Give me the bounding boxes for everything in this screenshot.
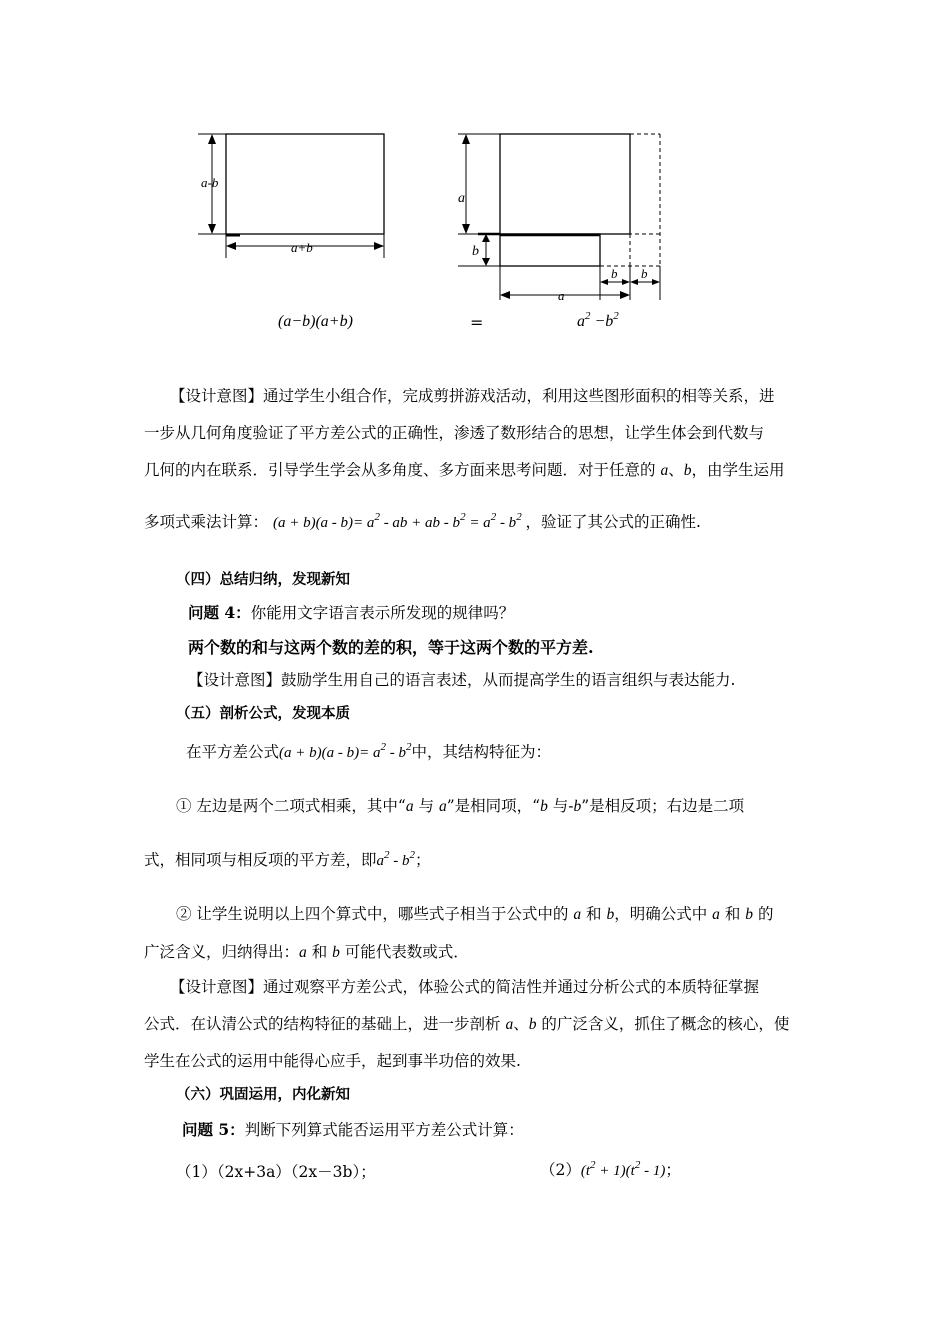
point1-line1: ① 左边是两个二项式相乘，其中“a 与 a”是相同项，“b 与-b”是相反项；右边是二项 (176, 797, 745, 815)
bottom-b2-label: b (641, 266, 648, 281)
bottom-b1-arrow-l (600, 279, 608, 285)
arrow-right-head (374, 242, 384, 250)
para1-line4: 多项式乘法计算： $(a + b)(a - b)= a^2$ - ab + ab - $b^2 = a^2 - b^2$ ，验证了其公式的正确性. (144, 511, 701, 531)
figure-caption-equals: = (470, 313, 484, 332)
section5-intent-line3: 学生在公式的运用中能得心应手，起到事半功倍的效果. (144, 1052, 521, 1070)
left-width-label: a+b (291, 240, 313, 255)
section6-heading: （六）巩固运用，内化新知 (176, 1086, 350, 1103)
section4-heading: （四）总结归纳，发现新知 (176, 571, 350, 588)
section5-intent-line2: 公式．在认清公式的结构特征的基础上，进一步剖析 a、b 的广泛含义，抓住了概念的核心，使 (144, 1015, 790, 1033)
right-a-arrow-down (462, 224, 470, 234)
point2-line1: ② 让学生说明以上四个算式中，哪些式子相当于公式中的 a 和 b，明确公式中 a 和 b 的 (176, 905, 774, 923)
right-a-arrow-up (462, 134, 470, 144)
rule-statement: 两个数的和与这两个数的差的积，等于这两个数的平方差. (188, 638, 594, 657)
figure-caption-left: (a−b)(a+b) (278, 313, 353, 330)
right-b-label: b (472, 244, 479, 259)
right-bottom-strip (500, 234, 600, 266)
bottom-a-label: a (558, 288, 565, 303)
para1-line2: 一步从几何角度验证了平方差公式的正确性，渗透了数形结合的思想，让学生体会到代数与 (144, 424, 765, 442)
left-height-label: a-b (201, 175, 219, 190)
left-rectangle (226, 134, 384, 234)
bottom-a-arrow-l (500, 291, 510, 299)
bottom-b1-label: b (611, 266, 618, 281)
para1-line1: 【设计意图】通过学生小组合作，完成剪拼游戏活动，利用这些图形面积的相等关系，进 (170, 387, 775, 405)
point2-line2: 广泛含义，归纳得出：a 和 b 可能代表数或式． (144, 943, 469, 961)
right-top-rectangle (500, 134, 630, 234)
para1-line3: 几何的内在联系．引导学生学会从多角度、多方面来思考问题．对于任意的 a、b，由学生运用 (144, 461, 785, 479)
question5: 问题 5：判断下列算式能否运用平方差公式计算： (182, 1120, 524, 1139)
figure-caption-right: $a^2 -b^2$ (577, 310, 619, 330)
exercise-item-2: $(2)(t^2 + 1)(t^2 - 1)$； (540, 1159, 681, 1179)
section4-intent: 【设计意图】鼓励学生用自己的语言表述，从而提高学生的语言组织与表达能力. (188, 671, 736, 689)
arrow-up-head (208, 134, 216, 144)
right-a-label: a (458, 191, 465, 206)
bottom-b2-arrow-r (652, 279, 660, 285)
expansion-formula: $(a + b)(a - b)= a^2$ - ab + ab - $b^2 = a^2 - b^2$ (272, 511, 522, 531)
section5-heading: （五）剖析公式，发现本质 (176, 705, 350, 722)
bottom-a-arrow-r (620, 291, 630, 299)
bottom-b1-arrow-r (622, 279, 630, 285)
exercise-item-1: （1）（2x+3a）（2x－3b）； (176, 1163, 376, 1181)
geometry-figure (0, 0, 950, 360)
section5-intent-line1: 【设计意图】通过观察平方差公式，体验公式的简洁性并通过分析公式的本质特征掌握 (170, 978, 760, 996)
right-b-arrow-down (482, 258, 490, 266)
arrow-left-head (226, 242, 236, 250)
section5-intro: 在平方差公式$(a + b)(a - b)= a^2 - b^2$中，其结构特征为： (186, 741, 552, 761)
arrow-down-head (208, 224, 216, 234)
point1-line2: 式，相同项与相反项的平方差，即$a^2 - b^2$； (144, 849, 431, 869)
bottom-b2-arrow-l (630, 279, 638, 285)
question4: 问题 4：你能用文字语言表示所发现的规律吗？ (188, 603, 515, 622)
